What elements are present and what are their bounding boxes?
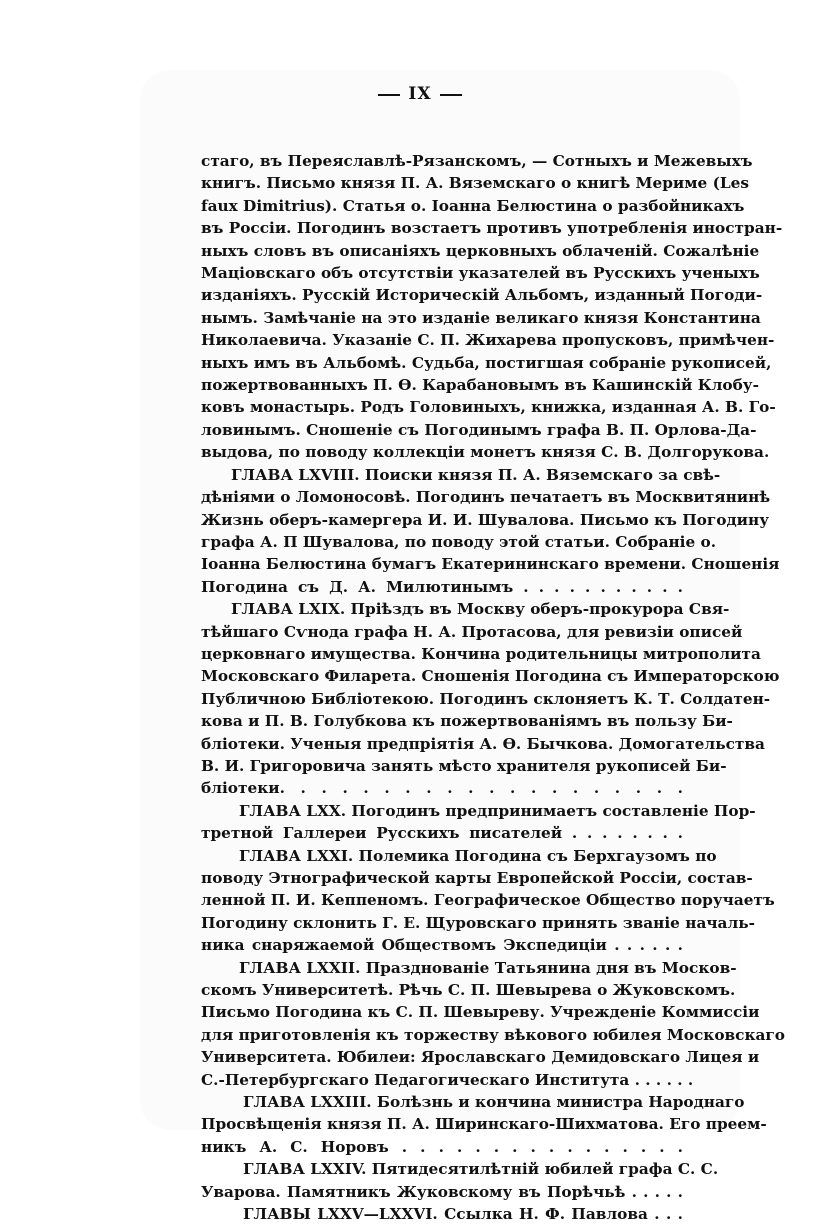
- folio-dash-left: [378, 94, 400, 96]
- text-line: книгъ. Письмо князя П. А. Вяземскаго о книгѣ Мериме (Les: [201, 174, 749, 193]
- text-line: бліотеки. . . . . . . . . . . . . . . . . . . .: [201, 779, 683, 798]
- text-line: Московскаго Филарета. Сношенія Погодина съ Императорскою: [201, 667, 780, 686]
- page-number-text: IX: [408, 84, 432, 104]
- text-line: пожертвованныхъ П. Ѳ. Карабановымъ въ Кашинскій Клобу-: [201, 376, 759, 395]
- text-line: въ Россіи. Погодинъ возстаетъ противъ употребленія иностран-: [201, 219, 783, 238]
- page-number: [0, 84, 840, 104]
- text-line: ГЛАВА LXXIV. Пятидесятилѣтній юбилей графа С. С.: [243, 1160, 719, 1179]
- text-line: ГЛАВА LXIX. Пріѣздъ въ Москву оберъ-прокурора Свя-: [231, 600, 730, 619]
- text-line: нымъ. Замѣчаніе на это изданіе великаго князя Константина: [201, 308, 761, 327]
- text-line: ныхъ словъ въ описаніяхъ церковныхъ облаченій. Сожалѣніе: [201, 241, 760, 260]
- text-line: Погодину склонить Г. Е. Щуровскаго принять званіе началь-: [201, 913, 755, 932]
- text-line: В. И. Григоровича занять мѣсто хранителя рукописей Би-: [201, 756, 727, 775]
- text-line: Жизнь оберъ-камергера И. И. Шувалова. Письмо къ Погодину: [201, 510, 769, 529]
- text-line: Публичною Библіотекою. Погодинъ склоняетъ К. Т. Солдатен-: [201, 689, 771, 708]
- text-line: ныхъ имъ въ Альбомѣ. Судьба, постигшая собраніе рукописей,: [201, 353, 772, 372]
- text-line: тѣйшаго Сѵнода графа Н. А. Протасова, для ревизіи описей: [201, 622, 743, 641]
- text-line: Просвѣщенія князя П. А. Ширинскаго-Шихматова. Его преем-: [201, 1115, 767, 1134]
- text-line: изданіяхъ. Русскій Историческій Альбомъ, изданный Погоди-: [201, 286, 763, 305]
- text-line: кова и П. В. Голубкова къ пожертвованіямъ въ пользу Би-: [201, 712, 733, 731]
- folio-dash-right: [440, 94, 462, 96]
- text-line: для приготовленія къ торжеству вѣкового юбилея Московскаго: [201, 1025, 786, 1044]
- text-line: Іоанна Белюстина бумагъ Екатерининскаго времени. Сношенія: [201, 555, 780, 574]
- text-line: церковнаго имущества. Кончина родительницы митрополита: [201, 644, 761, 663]
- text-line: ГЛАВА LXVIII. Поиски князя П. А. Вяземскаго за свѣ-: [231, 465, 721, 484]
- text-line: дѣніями о Ломоносовѣ. Погодинъ печатаетъ въ Москвитянинѣ: [201, 488, 771, 507]
- text-line: faux Dimitrius). Статья о. Іоанна Белюстина о разбойникахъ: [201, 196, 745, 215]
- text-line: ковъ монастырь. Родъ Головиныхъ, книжка, изданная А. В. Го-: [201, 398, 776, 417]
- text-line: Университета. Юбилеи: Ярославскаго Демидовскаго Лицея и: [201, 1048, 760, 1067]
- text-line: С.-Петербургскаго Педагогическаго Института . . . . . .: [201, 1070, 694, 1089]
- text-line: никъ А. С. Норовъ . . . . . . . . . . . . . . . .: [201, 1137, 683, 1156]
- text-line: поводу Этнографической карты Европейской Россіи, состав-: [201, 869, 753, 887]
- text-line: Николаевича. Указаніе С. П. Жихарева пропусковъ, примѣчен-: [201, 331, 775, 350]
- text-line: ловинымъ. Сношеніе съ Погодинымъ графа В. П. Орлова-Да-: [201, 420, 757, 439]
- text-line: выдова, по поводу коллекціи монетъ князя С. В. Долгорукова.: [201, 443, 770, 462]
- text-line: бліотеки. Ученыя предпріятія А. Ѳ. Бычкова. Домогательства: [201, 734, 765, 753]
- text-line: ГЛАВА LXXI. Полемика Погодина съ Берхгаузомъ по: [239, 846, 717, 865]
- text-line: Уварова. Памятникъ Жуковскому въ Порѣчьѣ . . . . .: [201, 1182, 683, 1201]
- text-line: ГЛАВЫ LXXV—LXXVI. Ссылка Н. Ф. Павлова . . .: [243, 1205, 683, 1224]
- text-line: стаго, въ Переяславлѣ-Рязанскомъ, — Сотныхъ и Межевыхъ: [201, 152, 753, 170]
- text-line: третной Галлереи Русскихъ писателей . . . . . . . .: [201, 824, 683, 843]
- text-line: ника снаряжаемой Обществомъ Экспедиціи . . . . . .: [201, 936, 683, 955]
- text-line: ГЛАВА LXXIII. Болѣзнь и кончина министра Народнаго: [243, 1093, 745, 1112]
- text-line: графа А. П Шувалова, по поводу этой статьи. Собраніе о.: [201, 532, 717, 551]
- text-line: ГЛАВА LXX. Погодинъ предпринимаетъ составленіе Пор-: [239, 801, 756, 820]
- table-of-contents-body: [201, 150, 786, 1226]
- text-line: Письмо Погодина къ С. П. Шевыреву. Учрежденіе Коммиссіи: [201, 1003, 760, 1022]
- text-line: ГЛАВА LXXII. Празднованіе Татьянина дня въ Москов-: [239, 958, 737, 977]
- text-line: Погодина съ Д. А. Милютинымъ . . . . . . . . . . .: [201, 577, 683, 596]
- text-line: скомъ Университетѣ. Рѣчь С. П. Шевырева о Жуковскомъ.: [201, 981, 736, 1000]
- text-line: Маціовскаго объ отсутствіи указателей въ Русскихъ ученыхъ: [201, 264, 760, 283]
- text-line: ленной П. И. Кеппеномъ. Географическое Общество поручаетъ: [201, 891, 775, 910]
